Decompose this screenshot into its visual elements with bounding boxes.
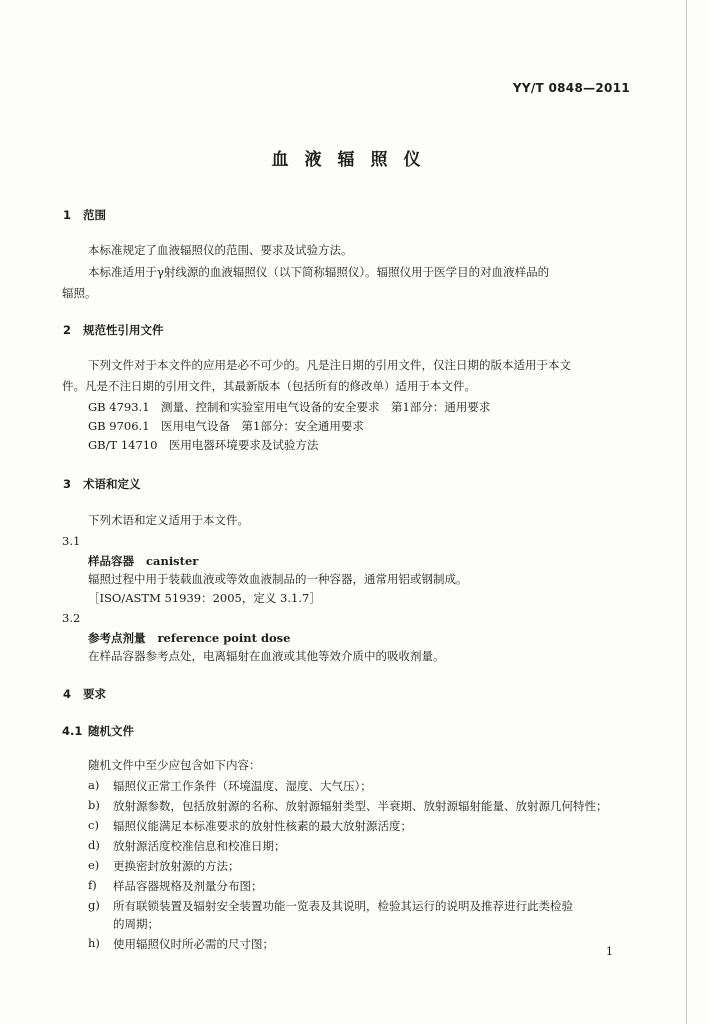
term-zh: 样品容器 xyxy=(88,554,134,568)
list-text: 辐照仪能满足本标准要求的放射性核素的最大放射源活度； xyxy=(113,819,412,833)
term-number: 3.1 xyxy=(62,534,81,548)
section-title: 规范性引用文件 xyxy=(83,323,164,337)
paragraph: 本标准适用于γ射线源的血液辐照仪（以下简称辐照仪）。辐照仪用于医学目的对血液样品的 xyxy=(88,265,550,279)
list-marker: f) xyxy=(88,878,97,892)
list-marker: b) xyxy=(88,798,100,812)
section-3-heading xyxy=(63,476,141,492)
paragraph: 本标准规定了血液辐照仪的范围、要求及试验方法。 xyxy=(88,243,353,257)
section-number: 1 xyxy=(63,208,72,222)
term-definition: 在样品容器参考点处，电离辐射在血液或其他等效介质中的吸收剂量。 xyxy=(88,649,445,663)
section-2-heading xyxy=(63,322,164,338)
paragraph-continuation: 件。凡是不注日期的引用文件，其最新版本（包括所有的修改单）适用于本文件。 xyxy=(62,379,476,393)
list-text: 样品容器规格及剂量分布图； xyxy=(113,879,263,893)
term-en: reference point dose xyxy=(157,631,291,645)
list-text: 放射源参数，包括放射源的名称、放射源辐射类型、半衰期、放射源辐射能量、放射源几何特性； xyxy=(113,799,608,813)
section-title: 要求 xyxy=(83,687,106,701)
section-number: 2 xyxy=(63,323,72,337)
subsection-title: 随机文件 xyxy=(88,724,134,738)
section-title: 术语和定义 xyxy=(83,477,141,491)
list-marker: h) xyxy=(88,936,100,950)
term-heading xyxy=(88,553,198,569)
paragraph: 下列文件对于本文件的应用是必不可少的。凡是注日期的引用文件，仅注日期的版本适用于本文 xyxy=(88,358,571,372)
list-marker: g) xyxy=(88,898,100,912)
term-heading xyxy=(88,630,290,646)
list-text: 更换密封放射源的方法； xyxy=(113,859,240,873)
subsection-4-1-heading xyxy=(62,723,134,739)
subsection-number: 4.1 xyxy=(62,724,83,738)
list-marker: a) xyxy=(88,778,100,792)
section-number: 3 xyxy=(63,477,72,491)
section-4-heading xyxy=(63,686,106,702)
paragraph-continuation: 辐照。 xyxy=(62,286,97,300)
list-marker: e) xyxy=(88,858,100,872)
list-text: 的周期； xyxy=(113,917,159,931)
list-marker: c) xyxy=(88,818,99,832)
paragraph: 下列术语和定义适用于本文件。 xyxy=(88,513,249,527)
list-text: 使用辐照仪时所必需的尺寸图； xyxy=(113,937,274,951)
term-source: ［ISO/ASTM 51939：2005，定义 3.1.7］ xyxy=(88,591,321,605)
page-number: 1 xyxy=(606,945,613,958)
paragraph: 随机文件中至少应包含如下内容： xyxy=(88,758,261,772)
term-definition: 辐照过程中用于装载血液或等效血液制品的一种容器，通常用铝或钢制成。 xyxy=(88,572,468,586)
list-text: 辐照仪正常工作条件（环境温度、湿度、大气压）； xyxy=(113,779,372,793)
reference-item: GB 9706.1 医用电气设备 第1部分：安全通用要求 xyxy=(88,419,364,433)
list-text: 所有联锁装置及辐射安全装置功能一览表及其说明，检验其运行的说明及推荐进行此类检验 xyxy=(113,899,573,913)
list-text: 放射源活度校准信息和校准日期； xyxy=(113,839,286,853)
section-number: 4 xyxy=(63,687,72,701)
reference-item: GB/T 14710 医用电器环境要求及试验方法 xyxy=(88,438,319,452)
term-number: 3.2 xyxy=(62,611,81,625)
reference-item: GB 4793.1 测量、控制和实验室用电气设备的安全要求 第1部分：通用要求 xyxy=(88,400,491,414)
list-marker: d) xyxy=(88,838,100,852)
section-1-heading xyxy=(63,207,106,223)
section-title: 范围 xyxy=(83,208,106,222)
term-en: canister xyxy=(146,554,199,568)
standard-code: YY/T 0848—2011 xyxy=(512,81,630,95)
document-title: 血液辐照仪 xyxy=(271,150,437,170)
term-zh: 参考点剂量 xyxy=(88,631,146,645)
